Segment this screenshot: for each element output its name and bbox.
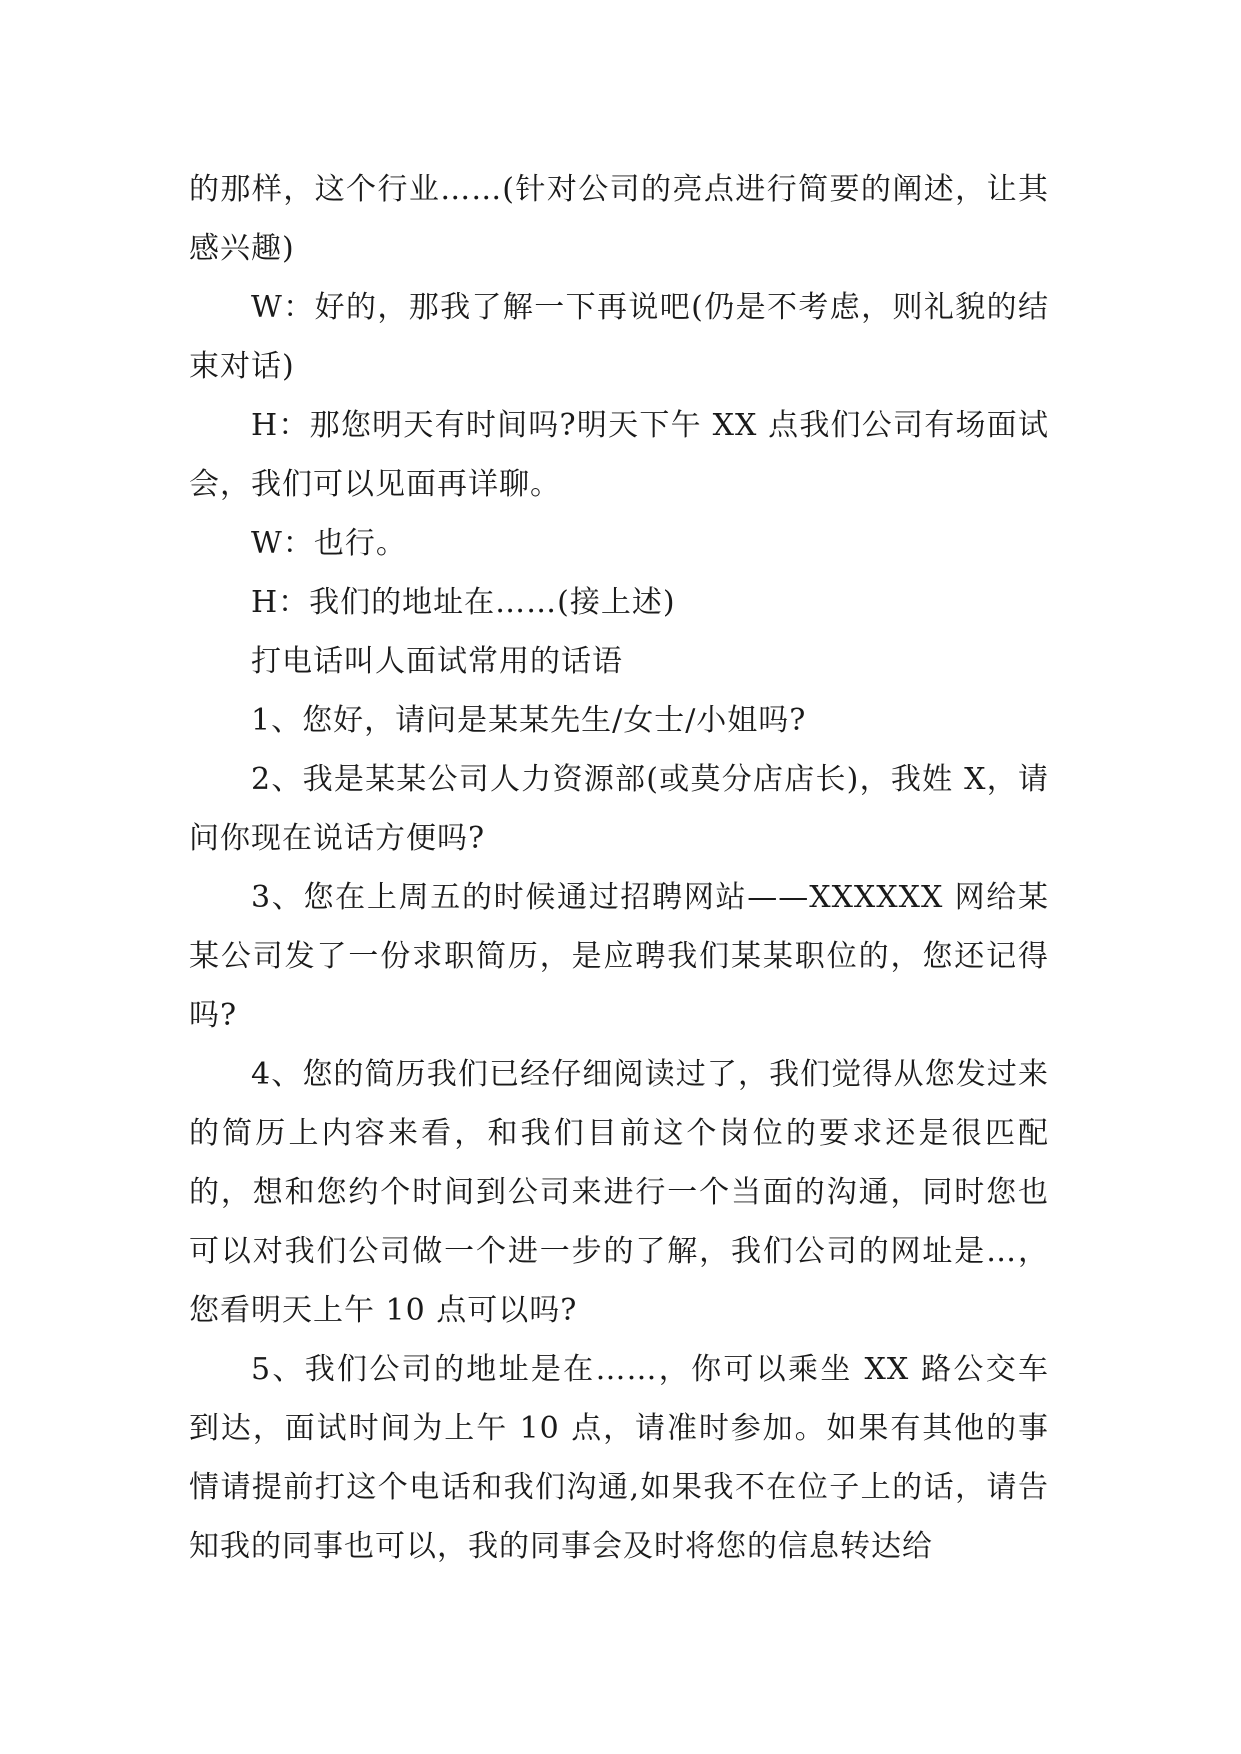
list-item: 1、您好，请问是某某先生/女士/小姐吗?	[251, 703, 807, 738]
list-item: 2、我是某某公司人力资源部(或莫分店店长)，我姓 X，请问你现在说话方便吗?	[189, 762, 1049, 856]
paragraph: 的那样，这个行业……(针对公司的亮点进行简要的阐述，让其感兴趣)	[189, 172, 1049, 266]
list-item: 3、您在上周五的时候通过招聘网站——XXXXXX 网给某某公司发了一份求职简历，是应聘我们某某职位的，您还记得吗?	[189, 880, 1049, 1033]
paragraph: H：那您明天有时间吗?明天下午 XX 点我们公司有场面试会，我们可以见面再详聊。	[189, 408, 1049, 502]
list-item: 4、您的简历我们已经仔细阅读过了，我们觉得从您发过来的简历上内容来看，和我们目前这个岗位的要求还是很匹配的，想和您约个时间到公司来进行一个当面的沟通，同时您也可以对我们公司做一个进一步的了解，我们公司的网址是…，您看明天上午 10 点可以吗?	[189, 1057, 1049, 1328]
document-body	[189, 160, 1049, 1576]
paragraph: W：好的，那我了解一下再说吧(仍是不考虑，则礼貌的结束对话)	[189, 290, 1049, 384]
paragraph: W：也行。	[251, 526, 407, 561]
list-item: 5、我们公司的地址是在……，你可以乘坐 XX 路公交车到达，面试时间为上午 10 点，请准时参加。如果有其他的事情请提前打这个电话和我们沟通,如果我不在位子上的话，请告知我的同事也可以，我的同事会及时将您的信息转达给	[189, 1352, 1049, 1564]
section-heading: 打电话叫人面试常用的话语	[251, 644, 623, 679]
paragraph: H：我们的地址在……(接上述)	[251, 585, 676, 620]
